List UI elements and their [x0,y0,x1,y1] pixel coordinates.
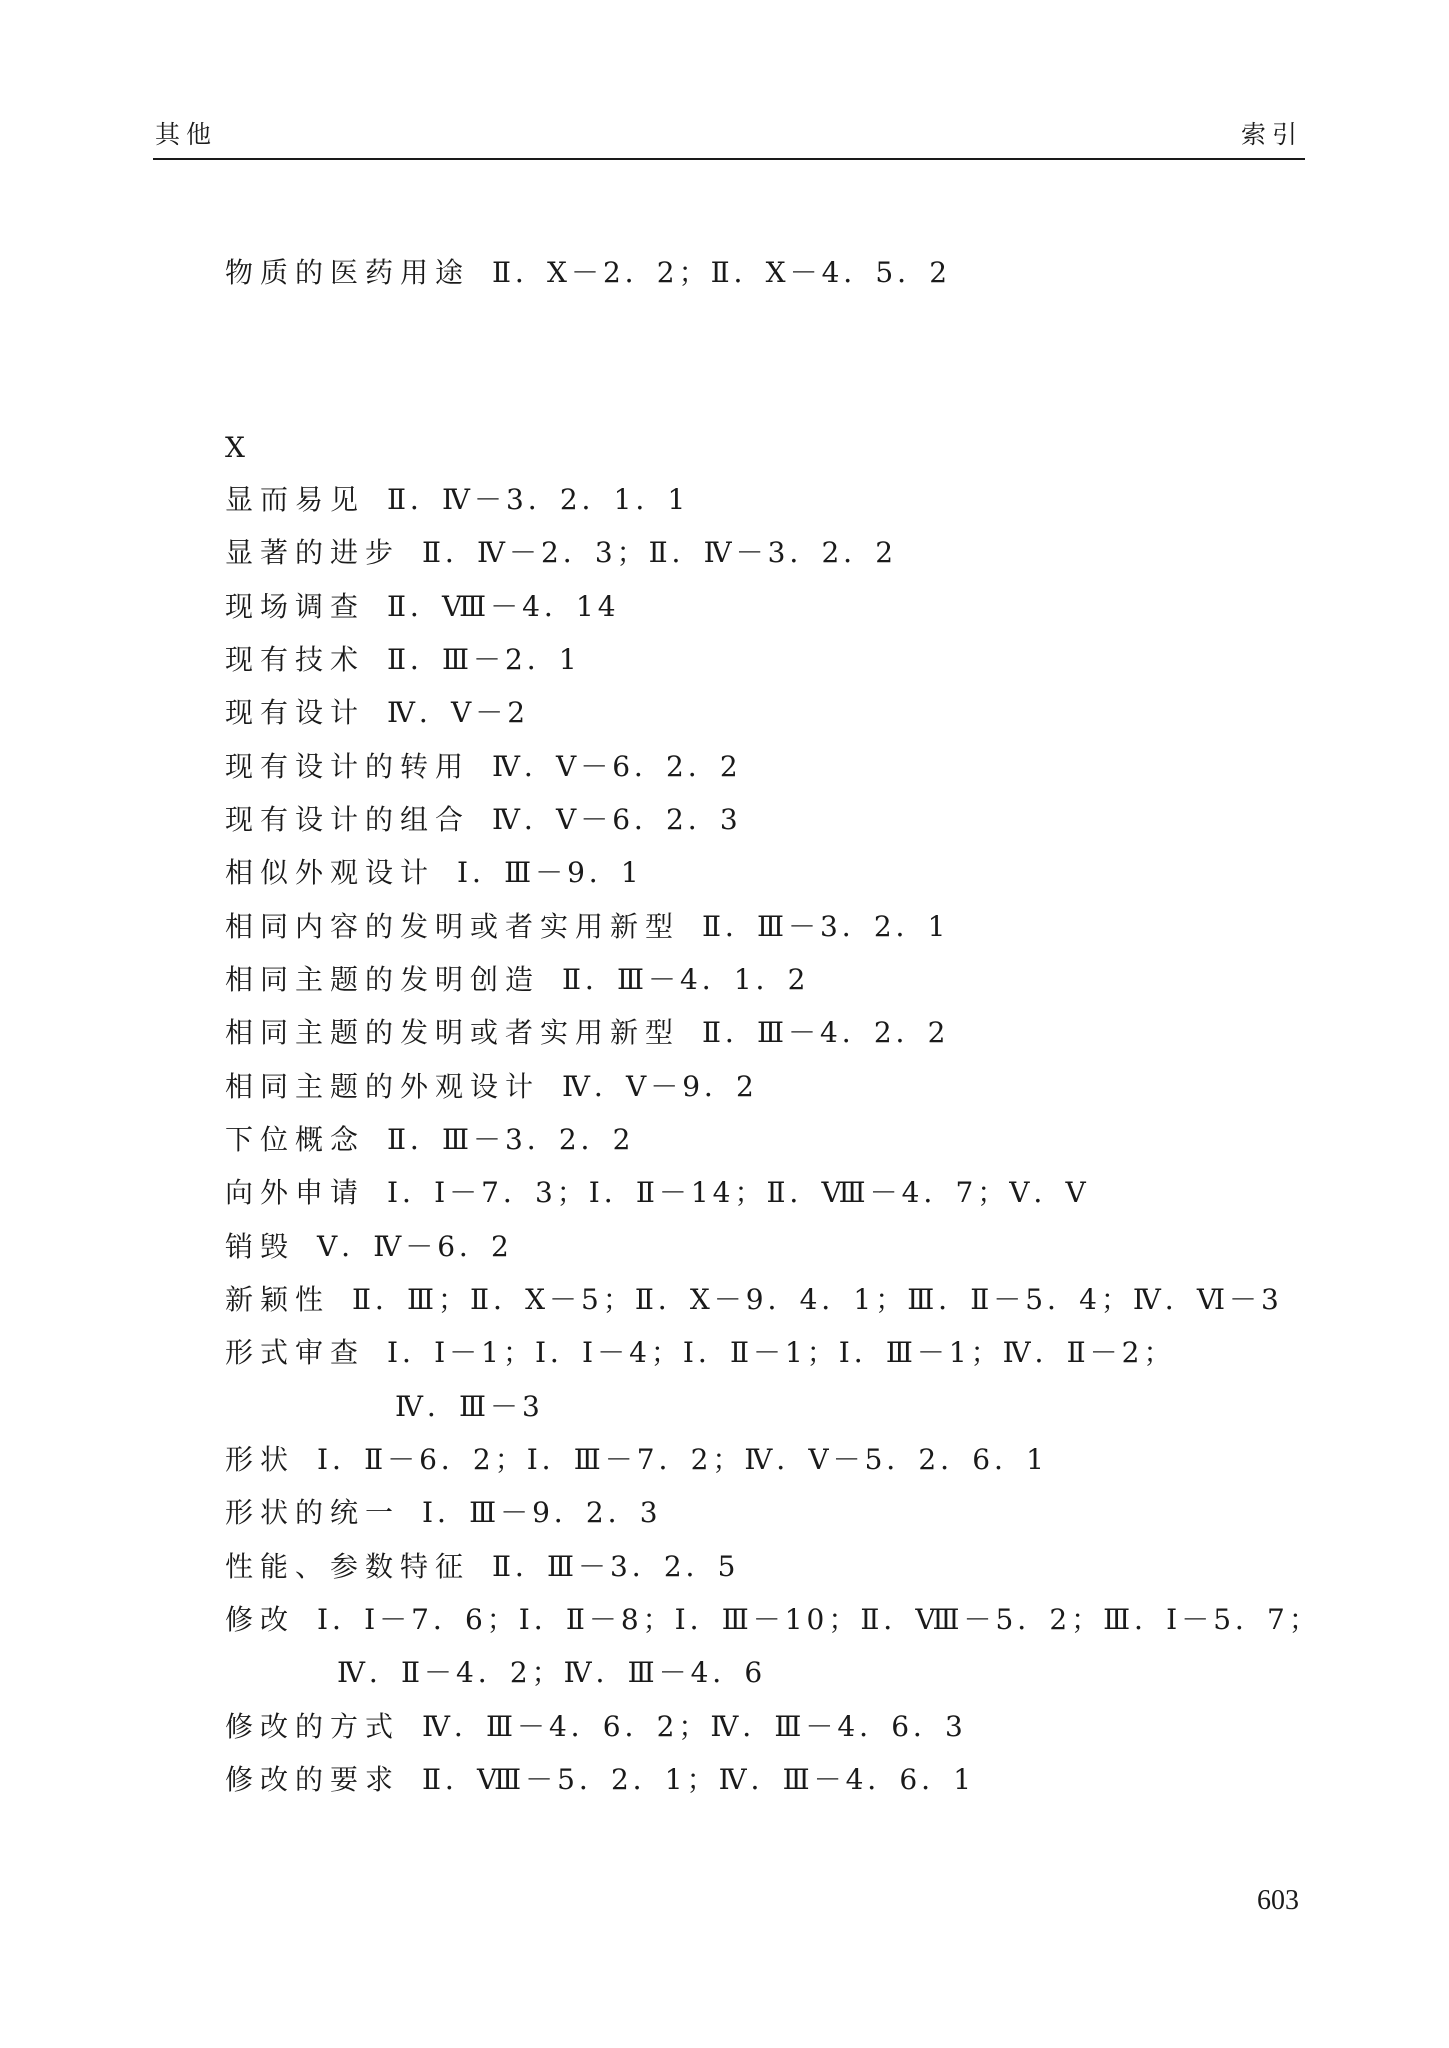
index-entry [225,853,643,893]
index-entry [225,1707,967,1747]
index-entry [225,800,742,840]
index-term: 现有设计 [225,696,366,729]
index-term: 性能、参数特征 [225,1550,471,1583]
index-reference: Ⅰ．Ⅱ－6．2；Ⅰ．Ⅲ－7．2；Ⅳ．Ⅴ－5．2．6．1 [317,1443,1048,1476]
index-entry [225,1600,1321,1640]
index-reference: Ⅱ．Ⅲ－4．2．2 [702,1016,950,1049]
index-reference: Ⅱ．Ⅳ－3．2．1．1 [387,483,690,516]
page-number: 603 [1257,1885,1299,1916]
index-entry [225,587,620,627]
index-reference-continuation: Ⅳ．Ⅱ－4．2；Ⅳ．Ⅲ－4．6 [337,1656,767,1689]
index-term: 现有技术 [225,643,366,676]
index-reference: Ⅰ．Ⅰ－7．3；Ⅰ．Ⅱ－14；Ⅱ．Ⅷ－4．7；Ⅴ．Ⅴ [387,1176,1090,1209]
index-term: 形状的统一 [225,1496,401,1529]
index-entry [225,1227,513,1267]
index-reference: Ⅰ．Ⅰ－1；Ⅰ．Ⅰ－4；Ⅰ．Ⅱ－1；Ⅰ．Ⅲ－1；Ⅳ．Ⅱ－2； [387,1336,1176,1369]
index-reference: Ⅱ．Ⅲ－2．1 [387,643,581,676]
index-entry [225,1547,740,1587]
index-term: 销毁 [225,1230,296,1263]
index-term: 新颖性 [225,1283,331,1316]
index-reference: Ⅳ．Ⅴ－2 [387,696,530,729]
index-reference: Ⅱ．Ⅲ－4．1．2 [562,963,810,996]
header-chapter-title: 索引 [1240,120,1303,149]
index-reference: Ⅱ．Ⅳ－2．3；Ⅱ．Ⅳ－3．2．2 [422,536,898,569]
index-entry [225,907,950,947]
index-entry [225,1760,975,1800]
index-term: 现场调查 [225,590,366,623]
index-entry [225,480,689,520]
index-entry [225,1120,635,1160]
index-reference-continuation: Ⅳ．Ⅲ－3 [395,1390,544,1423]
index-reference: Ⅳ．Ⅲ－4．6．2；Ⅳ．Ⅲ－4．6．3 [422,1710,967,1743]
index-reference: Ⅱ．Ⅷ－4．14 [387,590,620,623]
index-entry [225,1067,758,1107]
index-term: 修改的要求 [225,1763,401,1796]
index-entry [225,1013,950,1053]
index-term: 显著的进步 [225,536,401,569]
page-header [153,118,1305,160]
index-reference: Ⅳ．Ⅴ－9．2 [562,1070,758,1103]
index-term: 物质的医药用途 [225,256,471,289]
index-reference: Ⅰ．Ⅲ－9．1 [457,856,643,889]
index-term: 形式审查 [225,1336,366,1369]
section-letter: X [225,431,245,464]
index-term: 向外申请 [225,1176,366,1209]
index-term: 显而易见 [225,483,366,516]
index-reference: Ⅱ．Ⅹ－2．2；Ⅱ．Ⅹ－4．5．2 [492,256,952,289]
index-term: 相同内容的发明或者实用新型 [225,910,681,943]
index-term: 修改 [225,1603,296,1636]
index-entry [225,1173,1090,1213]
index-entry [225,640,581,680]
index-reference: Ⅱ．Ⅲ－3．2．1 [702,910,950,943]
index-entry [225,533,897,573]
index-term: 相同主题的外观设计 [225,1070,541,1103]
index-term: 现有设计的转用 [225,750,471,783]
index-reference: Ⅰ．Ⅲ－9．2．3 [422,1496,662,1529]
index-term: 相同主题的发明创造 [225,963,541,996]
index-entry [225,1333,1176,1373]
index-entry [225,1440,1048,1480]
index-term: 现有设计的组合 [225,803,471,836]
index-entry [225,1280,1283,1320]
index-entry [225,960,810,1000]
index-term: 下位概念 [225,1123,366,1156]
index-reference: Ⅳ．Ⅴ－6．2．2 [492,750,742,783]
index-reference: Ⅱ．Ⅲ－3．2．5 [492,1550,740,1583]
index-reference: Ⅰ．Ⅰ－7．6；Ⅰ．Ⅱ－8；Ⅰ．Ⅲ－10；Ⅱ．Ⅷ－5．2；Ⅲ．Ⅰ－5．7； [317,1603,1321,1636]
index-entry [225,1493,662,1533]
index-reference: Ⅱ．Ⅲ；Ⅱ．Ⅹ－5；Ⅱ．Ⅹ－9．4．1；Ⅲ．Ⅱ－5．4；Ⅳ．Ⅵ－3 [352,1283,1283,1316]
index-reference: Ⅱ．Ⅲ－3．2．2 [387,1123,635,1156]
index-term: 相似外观设计 [225,856,436,889]
index-term: 形状 [225,1443,296,1476]
index-reference: Ⅳ．Ⅴ－6．2．3 [492,803,742,836]
index-reference: Ⅴ．Ⅳ－6．2 [317,1230,513,1263]
index-term: 修改的方式 [225,1710,401,1743]
index-reference: Ⅱ．Ⅷ－5．2．1；Ⅳ．Ⅲ－4．6．1 [422,1763,976,1796]
index-entry [225,747,742,787]
index-term: 相同主题的发明或者实用新型 [225,1016,681,1049]
header-section-title: 其他 [155,120,218,149]
index-entry [225,693,529,733]
index-entry [225,253,951,293]
